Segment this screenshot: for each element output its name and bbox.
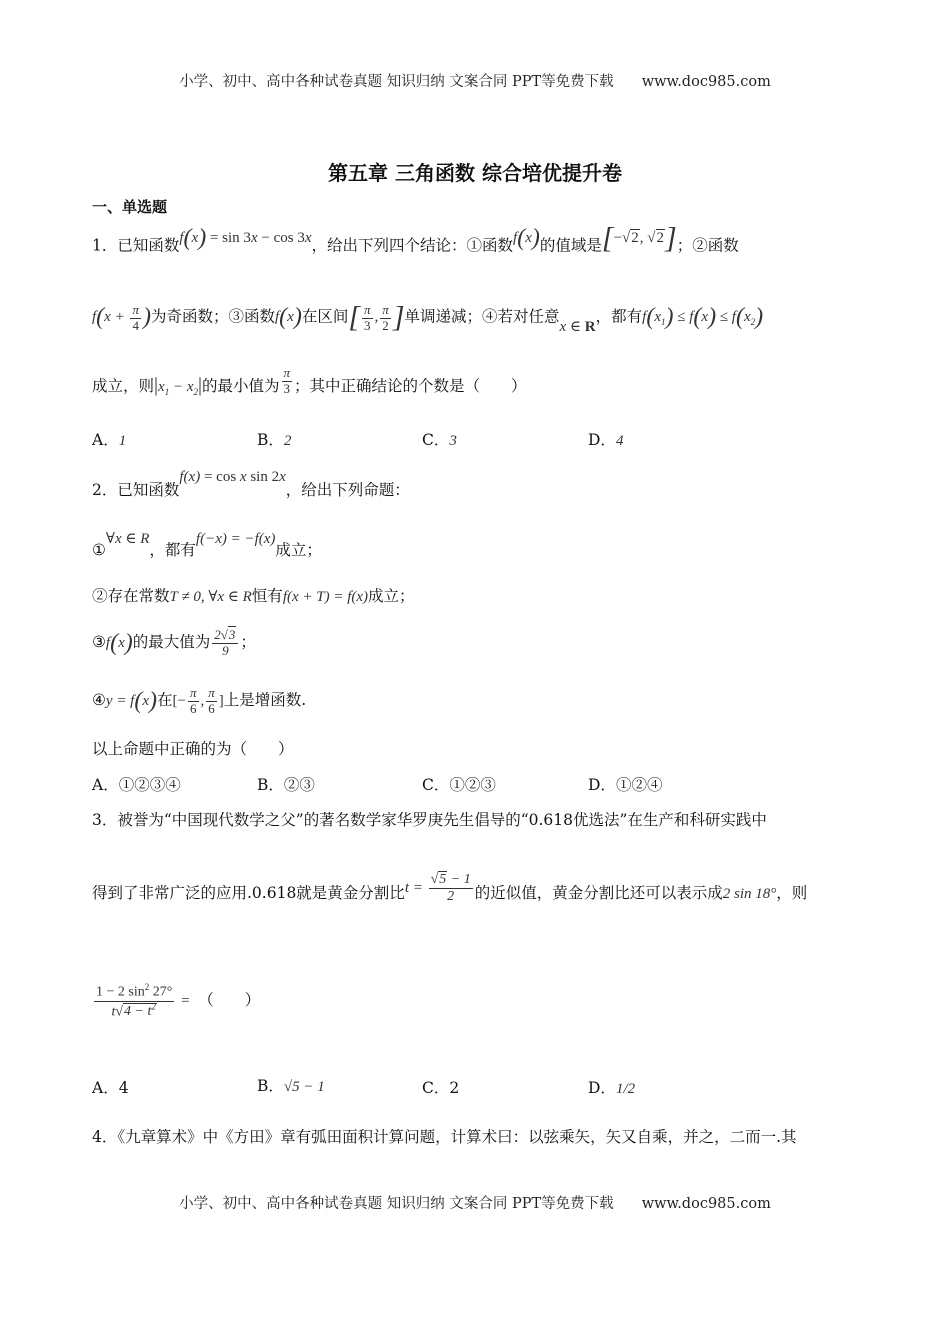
- q3-option-c[interactable]: C．2: [422, 1079, 460, 1097]
- math-fx-shift: f(x + $\frac{\pi}{4}$ ): [92, 301, 151, 333]
- q2-option-a[interactable]: A．①②③④: [92, 776, 181, 794]
- footer-site[interactable]: www.doc985.com: [641, 1196, 771, 1212]
- q2-option-b[interactable]: B．②③: [257, 776, 315, 794]
- q3-option-b[interactable]: B．√5 − 1: [257, 1077, 325, 1095]
- q2-statement-4: ④y = f(x)在[− $\frac{\pi}{6}$ , $\frac{\pi}{6}$ ]上是增函数.: [92, 685, 307, 716]
- math-fx: f(x): [274, 304, 302, 331]
- q3-option-d[interactable]: D．1/2: [588, 1079, 636, 1097]
- math-abs-diff: $|x_1 - x_2|$: [154, 373, 202, 397]
- math-fx: f(x): [513, 225, 540, 252]
- footer-text: 小学、初中、高中各种试卷真题 知识归纳 文案合同 PPT等免费下载: [179, 1196, 614, 1212]
- page-title: 第五章 三角函数 综合培优提升卷: [328, 161, 622, 185]
- q1-option-b[interactable]: B．2: [257, 431, 292, 449]
- math-range: [−√2, √2]: [601, 222, 677, 255]
- q1-option-d[interactable]: D．4: [588, 431, 624, 449]
- math-golden-ratio: t = $\frac{√5 - 1}{2}$: [404, 872, 471, 905]
- q3-line3: $\frac{1 - 2 \sin^2 27^\circ}{t√4 - t^2}$ = （ ）: [92, 982, 260, 1021]
- math-2sin18: 2 sin 18°: [722, 886, 777, 903]
- page-footer: [0, 1192, 950, 1213]
- q1-line2: f(x + $\frac{\pi}{4}$ )为奇函数；③函数f(x)在区间[ $\frac{\pi}{3}$ , $\frac{\pi}{2}$ ]单调递减；④若对任意x ∈ R，都有$f(x_1) \le f(x) \le f(x_2)$: [92, 301, 764, 336]
- math-fx: f(x): [105, 629, 133, 656]
- math-pi-3: $\frac{\pi}{3}$: [283, 365, 291, 396]
- math-forall: ∀x ∈ R: [105, 531, 150, 547]
- header-text: 小学、初中、高中各种试卷真题 知识归纳 文案合同 PPT等免费下载: [179, 74, 614, 90]
- q3-option-a[interactable]: A．4: [92, 1079, 129, 1097]
- q1-line3: 成立，则$|x_1 - x_2|$的最小值为 $\frac{\pi}{3}$ ；其中正确结论的个数是（ ）: [92, 365, 527, 397]
- math-y-fx: y = f(x): [105, 687, 158, 714]
- q1-line1: 1．已知函数f(x) = sin 3x − cos 3x，给出下列四个结论：①函数f(x)的值域是[−√2, √2]；②函数: [92, 222, 739, 255]
- math-max-value: $\frac{2√3}{9}$: [210, 635, 240, 651]
- q2-statement-3: ③f(x)的最大值为 $\frac{2√3}{9}$ ；: [92, 627, 256, 658]
- page-header: [0, 70, 950, 91]
- math-interval: [ $\frac{\pi}{3}$ , $\frac{\pi}{2}$ ]: [348, 301, 405, 334]
- q2-statement-1: ①∀x ∈ R，都有f(−x) = −f(x)成立；: [92, 531, 322, 559]
- q2-ask: 以上命题中正确的为（ ）: [92, 740, 294, 758]
- math-ineq: $f(x_1) \le f(x) \le f(x_2)$: [642, 304, 764, 331]
- q1-option-c[interactable]: C．3: [422, 431, 457, 449]
- q3-line2: 得到了非常广泛的应用.0.618就是黄金分割比t = $\frac{√5 - 1}{2}$ 的近似值，黄金分割比还可以表示成2 sin 18°，则: [92, 872, 808, 905]
- section-heading: 一、单选题: [92, 198, 168, 216]
- math-period: f(x + T) = f(x): [282, 589, 369, 605]
- q2-line1: 2．已知函数f(x) = cos x sin 2x，给出下列命题：: [92, 469, 410, 499]
- header-site[interactable]: www.doc985.com: [641, 74, 771, 90]
- q3-line1: 3．被誉为“中国现代数学之父”的著名数学家华罗庚先生倡导的“0.618优选法”在生产和科研实践中: [92, 811, 767, 829]
- math-x-in-r: x ∈ R: [559, 319, 596, 336]
- q1-option-a[interactable]: A．1: [92, 431, 127, 449]
- math-f2-def: f(x) = cos x sin 2x: [179, 469, 286, 485]
- q2-option-d[interactable]: D．①②④: [588, 776, 663, 794]
- math-expression: $\frac{1 - 2 \sin^2 27^\circ}{t√4 - t^2}$ =: [96, 982, 191, 1020]
- q4-line1: 4．《九章算术》中《方田》章有弧田面积计算问题，计算术曰：以弦乘矢，矢又自乘，并之，二而一.其: [92, 1128, 797, 1146]
- q2-option-c[interactable]: C．①②③: [422, 776, 496, 794]
- math-fx-def: f(x) = sin 3x − cos 3x: [179, 225, 312, 252]
- q2-statement-2: ②存在常数T ≠ 0, ∀x ∈ R恒有f(x + T) = f(x)成立；: [92, 587, 415, 605]
- math-period-cond: T ≠ 0, ∀x ∈ R: [169, 589, 252, 605]
- math-odd: f(−x) = −f(x): [195, 531, 276, 547]
- math-interval-pi6: [− $\frac{\pi}{6}$ , $\frac{\pi}{6}$ ]: [172, 685, 224, 716]
